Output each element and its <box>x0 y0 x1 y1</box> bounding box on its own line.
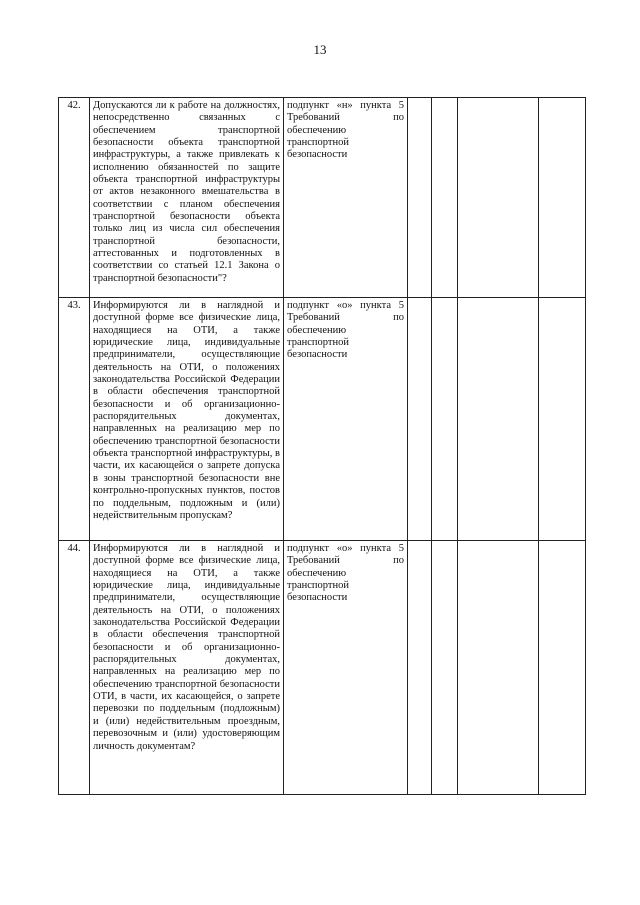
question-text: Информируются ли в наглядной и доступной форме все физические лица, находящиеся на ОТИ, а также юридические лица, индивидуальные предприниматели, осуществляющие деятельность на ОТИ, о положениях законодательства Российской Федерации в области обеспечения транспортной безопасности и об организационно-распорядительных документах, направленных на реализацию мер по обеспечению транспортной безопасности ОТИ, в части, их касающейся, о запрете перевозки по поддельным (подложным) и (или) недействительным проездным, перевозочным и (или) удостоверяющим личность документам? <box>90 541 284 795</box>
answer-cell-note <box>539 98 586 298</box>
answer-cell-yes <box>408 298 432 541</box>
table-row <box>59 298 586 541</box>
table-row <box>59 541 586 795</box>
requirement-reference: подпункт «н» пункта 5 Требований по обеспечению транспортной безопасности <box>284 98 408 298</box>
answer-cell-no <box>432 298 458 541</box>
page-number: 13 <box>313 42 327 57</box>
table-row <box>59 98 586 298</box>
requirement-reference: подпункт «о» пункта 5 Требований по обеспечению транспортной безопасности <box>284 298 408 541</box>
answer-cell-no <box>432 541 458 795</box>
row-number: 42. <box>59 98 90 298</box>
row-number: 44. <box>59 541 90 795</box>
requirement-reference: подпункт «о» пункта 5 Требований по обеспечению транспортной безопасности <box>284 541 408 795</box>
answer-cell-na <box>458 98 539 298</box>
answer-cell-note <box>539 298 586 541</box>
answer-cell-na <box>458 541 539 795</box>
answer-cell-na <box>458 298 539 541</box>
answer-cell-yes <box>408 541 432 795</box>
answer-cell-no <box>432 98 458 298</box>
answer-cell-note <box>539 541 586 795</box>
checklist-table <box>58 97 586 795</box>
question-text: Информируются ли в наглядной и доступной форме все физические лица, находящиеся на ОТИ, а также юридические лица, индивидуальные предприниматели, осуществляющие деятельность на ОТИ, о положениях законодательства Российской Федерации в области обеспечения транспортной безопасности и об организационно-распорядительных документах, направленных на реализацию мер по обеспечению транспортной безопасности объекта транспортной инфраструктуры, в части, их касающейся о запрете допуска в зоны транспортной безопасности вне контрольно-пропускных пунктов, постов по поддельным, подложным и (или) недействительным пропускам? <box>90 298 284 541</box>
answer-cell-yes <box>408 98 432 298</box>
row-number: 43. <box>59 298 90 541</box>
question-text: Допускаются ли к работе на должностях, непосредственно связанных с обеспечением транспортной безопасности объекта транспортной инфраструктуры, а также привлекать к исполнению обязанностей по защите объекта транспортной инфраструктуры от актов незаконного вмешательства в соответствии с планом обеспечения транспортной безопасности объекта только лиц из числа сил обеспечения транспортной безопасности, аттестованных и подготовленных в соответствии со статьей 12.1 Закона о транспортной безопасности"? <box>90 98 284 298</box>
